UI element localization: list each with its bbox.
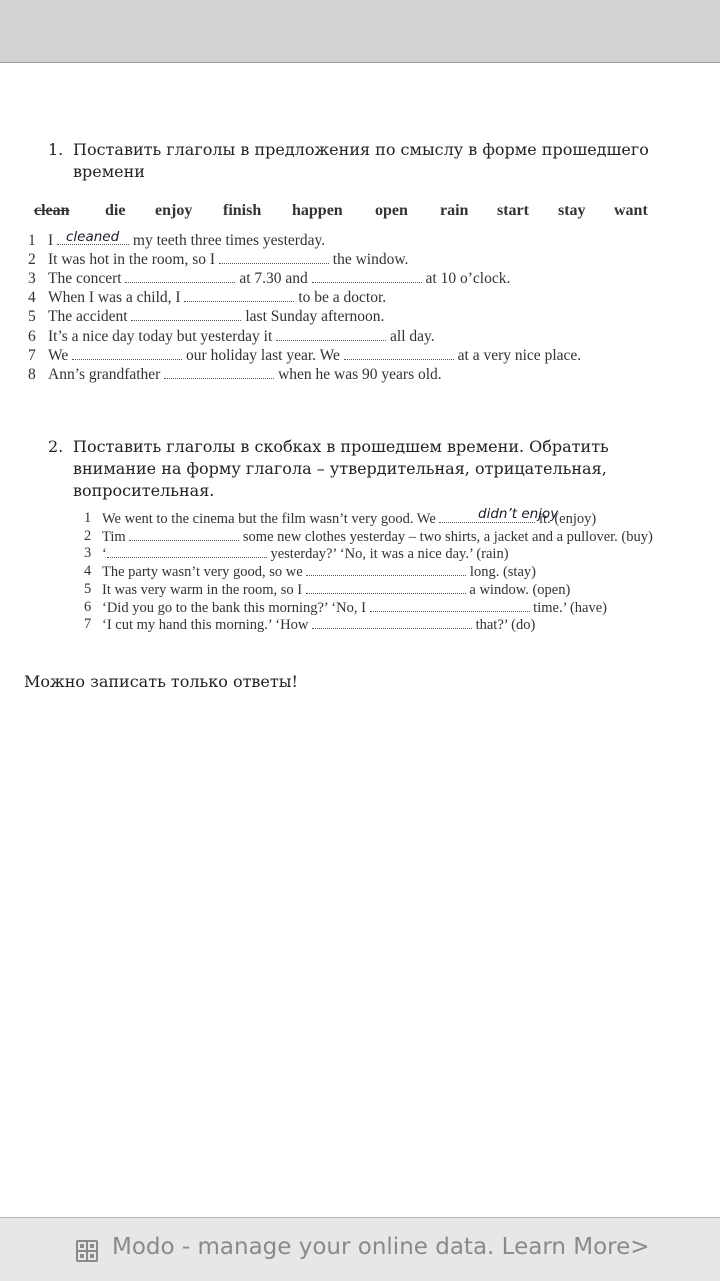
- task-2-number: 2.: [48, 437, 64, 456]
- task-2-line-2: внимание на форму глагола – утвердительная, отрицательная,: [73, 459, 607, 478]
- answer-blank[interactable]: [344, 347, 454, 360]
- sentence-text: It was hot in the room, so I: [48, 251, 216, 268]
- line-number: 4: [84, 563, 92, 579]
- sentence-text: ‘Did you go to the bank this morning?’ ‘No, I: [102, 600, 366, 616]
- sentence-text: When I was a child, I: [48, 289, 181, 306]
- line-number: 6: [84, 599, 92, 615]
- answer-blank[interactable]: [306, 563, 466, 576]
- sentence-text: We went to the cinema but the film wasn’t very good. We: [102, 511, 436, 527]
- sentence-text: I: [48, 232, 54, 249]
- task-2-heading: [48, 436, 668, 502]
- answer-blank[interactable]: [276, 328, 386, 341]
- ad-banner[interactable]: [0, 1217, 720, 1281]
- sentence-text: Tim: [102, 529, 126, 545]
- line-number: 5: [84, 581, 92, 597]
- ad-text-link[interactable]: Modo - manage your online data. Learn More>: [112, 1234, 650, 1260]
- sentence-text: yesterday?’ ‘No, it was a nice day.’ (rain): [270, 546, 509, 562]
- line-number: 8: [28, 366, 36, 383]
- sentence-text: ‘I cut my hand this morning.’ ‘How: [102, 617, 309, 633]
- line-number: 7: [84, 616, 92, 632]
- sentence-text: the window.: [332, 251, 409, 268]
- line-number: 2: [28, 251, 36, 268]
- sentence-text: a window. (open): [469, 582, 571, 598]
- sentence-text: my teeth three times yesterday.: [132, 232, 326, 249]
- answer-blank[interactable]: [125, 270, 235, 283]
- word-bank-item: stay: [558, 202, 586, 219]
- sentence-text: ‘: [102, 546, 107, 562]
- word-bank-item: die: [105, 202, 126, 219]
- sentence-text: to be a doctor.: [298, 289, 387, 306]
- line-number: 1: [84, 510, 92, 526]
- sentence-text: It’s a nice day today but yesterday it: [48, 328, 273, 345]
- handwritten-answer: didn’t enjoy: [478, 506, 559, 522]
- line-number: 4: [28, 289, 36, 306]
- line-number: 1: [28, 232, 36, 249]
- line-number: 2: [84, 528, 92, 544]
- word-bank-item: clean: [34, 202, 70, 219]
- sentence-text: It was very warm in the room, so I: [102, 582, 303, 598]
- word-bank-item: enjoy: [155, 202, 193, 219]
- answer-blank[interactable]: [306, 581, 466, 594]
- sentence-text: it. (enjoy): [539, 511, 597, 527]
- sentence-text: all day.: [390, 328, 435, 345]
- modo-logo-icon: [76, 1240, 98, 1262]
- line-number: 6: [28, 328, 36, 345]
- sentence-text: our holiday last year. We: [186, 347, 340, 364]
- sentence-text: The party wasn’t very good, so we: [102, 564, 303, 580]
- word-bank-item: open: [375, 202, 408, 219]
- sentence-text: at a very nice place.: [457, 347, 582, 364]
- task-1-line-1: Поставить глаголы в предложения по смыслу в форме прошедшего: [73, 140, 649, 159]
- task-2-line-1: Поставить глаголы в скобках в прошедшем времени. Обратить: [73, 437, 609, 456]
- sentence-text: The accident: [48, 308, 128, 325]
- sentence-text: last Sunday afternoon.: [245, 308, 385, 325]
- answer-blank[interactable]: [312, 270, 422, 283]
- task-1-number: 1.: [48, 140, 64, 159]
- answer-blank[interactable]: [219, 251, 329, 264]
- sentence-text: at 10 o’clock.: [425, 270, 511, 287]
- task-1-line-2: времени: [73, 162, 145, 181]
- word-bank: [34, 202, 674, 224]
- sentence-text: when he was 90 years old.: [278, 366, 442, 383]
- word-bank-item: finish: [223, 202, 262, 219]
- answer-note: Можно записать только ответы!: [24, 672, 298, 691]
- sentence-text: We: [48, 347, 69, 364]
- word-bank-item: rain: [440, 202, 469, 219]
- handwritten-answer: cleaned: [66, 229, 120, 245]
- answer-blank[interactable]: [164, 366, 274, 379]
- answer-blank[interactable]: [72, 347, 182, 360]
- line-number: 7: [28, 347, 36, 364]
- task-1-heading: [48, 139, 668, 183]
- sentence-text: The concert: [48, 270, 122, 287]
- word-bank-item: happen: [292, 202, 343, 219]
- answer-blank[interactable]: [129, 528, 239, 541]
- sentence-text: some new clothes yesterday – two shirts, a jacket and a pullover. (buy): [242, 529, 653, 545]
- line-number: 3: [84, 545, 92, 561]
- sentence-text: that?’ (do): [475, 617, 536, 633]
- sentence-text: at 7.30 and: [239, 270, 308, 287]
- answer-blank[interactable]: [131, 308, 241, 321]
- task-2-line-3: вопросительная.: [73, 481, 215, 500]
- sentence-text: long. (stay): [469, 564, 536, 580]
- answer-blank[interactable]: [370, 599, 530, 612]
- answer-blank[interactable]: [107, 545, 267, 558]
- word-bank-item: start: [497, 202, 529, 219]
- sentence-text: time.’ (have): [533, 600, 607, 616]
- answer-blank[interactable]: [184, 289, 294, 302]
- top-bar: [0, 0, 720, 63]
- line-number: 5: [28, 308, 36, 325]
- word-bank-item: want: [614, 202, 648, 219]
- line-number: 3: [28, 270, 36, 287]
- sentence-text: Ann’s grandfather: [48, 366, 161, 383]
- answer-blank[interactable]: [312, 616, 472, 629]
